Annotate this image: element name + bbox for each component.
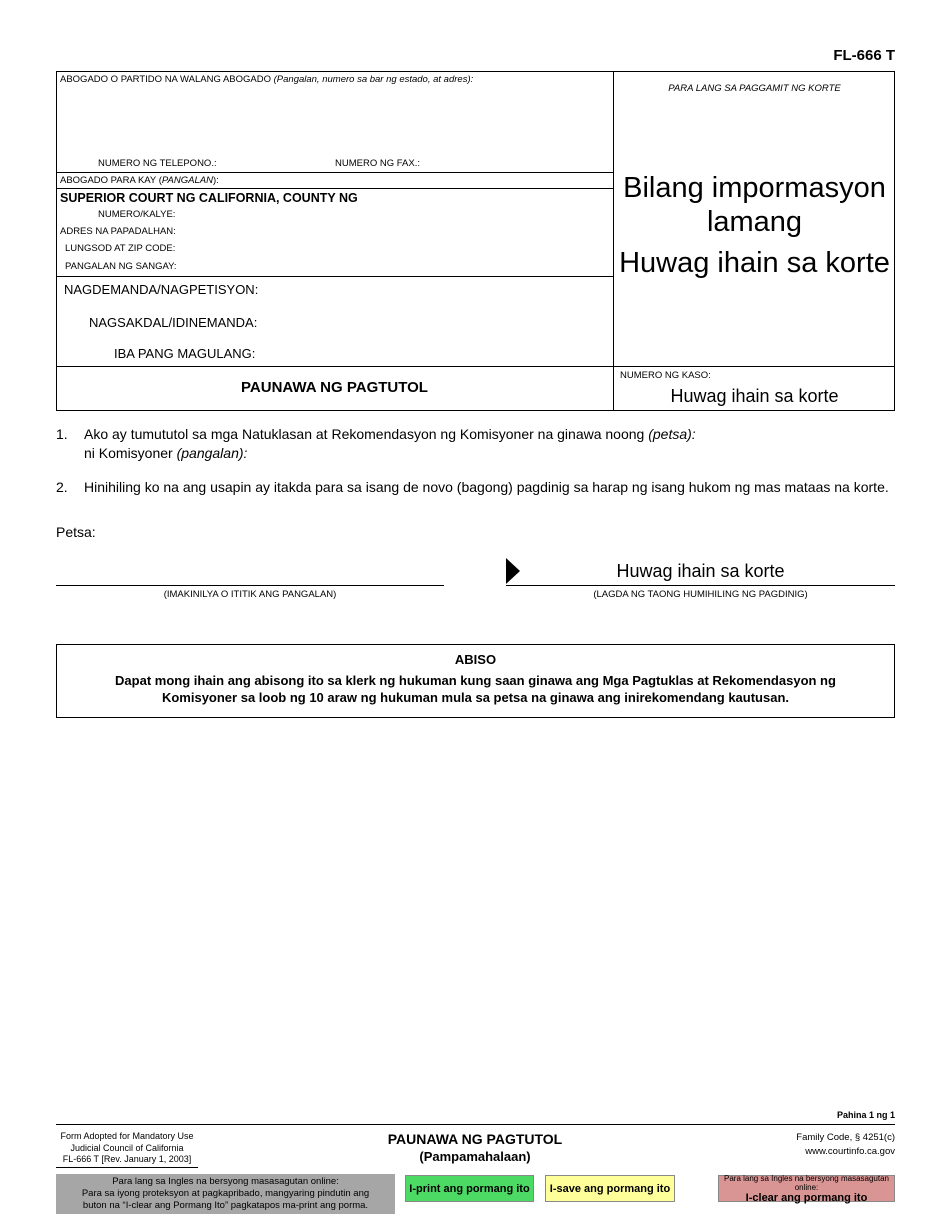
attorney-label: ABOGADO O PARTIDO NA WALANG ABOGADO (Pangalan, numero sa bar ng estado, at adres): [60, 74, 474, 85]
other-parent-label: IBA PANG MAGULANG: [114, 346, 256, 361]
footer-subtitle: (Pampamahalaan) [419, 1149, 531, 1164]
case-number-value: Huwag ihain sa korte [670, 386, 839, 406]
save-form-button[interactable]: I-save ang pormang ito [545, 1175, 675, 1202]
watermark-line1: Bilang impormasyon [623, 172, 886, 204]
rule [56, 172, 613, 173]
court-use-label: PARA LANG SA PAGGAMIT NG KORTE [668, 83, 841, 94]
item1-line2: ni Komisyoner (pangalan): [84, 445, 248, 461]
page-number: Pahina 1 ng 1 [836, 1110, 895, 1120]
clear-info-panel: Para lang sa Ingles na bersyong masasagutan online: Para sa iyong proteksyon at pagkapribado, mangyaring pindutin ang buton na “I-clear ang Pormang Ito” pagkatapos ma-print ang porma. [56, 1174, 395, 1214]
caption-divider [613, 71, 614, 411]
rule [56, 276, 613, 277]
item2-number: 2. [56, 479, 68, 495]
signature-value: Huwag ihain sa korte [616, 561, 785, 581]
street-label: NUMERO/KALYE: [98, 209, 176, 220]
city-zip-label: LUNGSOD AT ZIP CODE: [65, 243, 176, 254]
name-line [56, 585, 444, 586]
adopted-block: Form Adopted for Mandatory Use Judicial Council of California FL-666 T [Rev. January 1, 2003] [60, 1131, 194, 1164]
notice-text-line2: Komisyoner sa loob ng 10 araw ng hukuman mula sa petsa na ginawa ang inirekomendang kautusan. [161, 690, 790, 705]
notice-box [56, 644, 895, 718]
footer-title: PAUNAWA NG PAGTUTOL [387, 1131, 563, 1147]
attorney-for-label: ABOGADO PARA KAY (PANGALAN): [60, 175, 219, 186]
rule [56, 366, 895, 367]
footer-code-block: Family Code, § 4251(c) www.courtinfo.ca.gov [796, 1132, 895, 1157]
rule [56, 188, 613, 189]
print-form-button[interactable]: I-print ang pormang ito [405, 1175, 534, 1202]
clear-note: Para lang sa Ingles na bersyong masasagutan online: [724, 1173, 889, 1192]
watermark-line2: lamang [706, 206, 803, 238]
notice-text-line1: Dapat mong ihain ang abisong ito sa klerk ng hukuman kung saan ginawa ang Mga Pagtuklas at Rekomendasyon ng [115, 673, 836, 688]
telephone-label: NUMERO NG TELEPONO.: [98, 158, 217, 169]
item2-text: Hinihiling ko na ang usapin ay itakda para sa isang de novo (bagong) pagdinig sa harap ng isang hukom ng mas mataas na korte. [84, 479, 889, 495]
fax-label: NUMERO NG FAX.: [335, 158, 420, 169]
date-label: Petsa: [56, 524, 96, 540]
branch-label: PANGALAN NG SANGAY: [65, 261, 177, 272]
mailing-label: ADRES NA PAPADALHAN: [60, 226, 176, 237]
item1-number: 1. [56, 426, 68, 442]
respondent-label: NAGSAKDAL/IDINEMANDA: [89, 315, 258, 330]
watermark-line3: Huwag ihain sa korte [619, 247, 890, 279]
name-caption: (IMAKINILYA O ITITIK ANG PANGALAN) [163, 589, 337, 600]
case-number-label: NUMERO NG KASO: [620, 370, 711, 381]
adopted-underline [56, 1167, 198, 1168]
footer-rule [56, 1124, 895, 1125]
court-name: SUPERIOR COURT NG CALIFORNIA, COUNTY NG [60, 191, 358, 205]
clear-button-label: I-clear ang pormang ito [745, 1191, 868, 1204]
document-title: PAUNAWA NG PAGTUTOL [241, 379, 428, 396]
form-number: FL-666 T [833, 47, 895, 64]
notice-title: ABISO [454, 652, 497, 667]
signature-line [506, 585, 895, 586]
signature-caption: (LAGDA NG TAONG HUMIHILING NG PAGDINIG) [593, 589, 808, 600]
item1-text: Ako ay tumututol sa mga Natuklasan at Rekomendasyon ng Komisyoner na ginawa noong (petsa): [84, 426, 696, 442]
petitioner-label: NAGDEMANDA/NAGPETISYON: [64, 282, 259, 297]
clear-form-button[interactable] [718, 1175, 895, 1202]
